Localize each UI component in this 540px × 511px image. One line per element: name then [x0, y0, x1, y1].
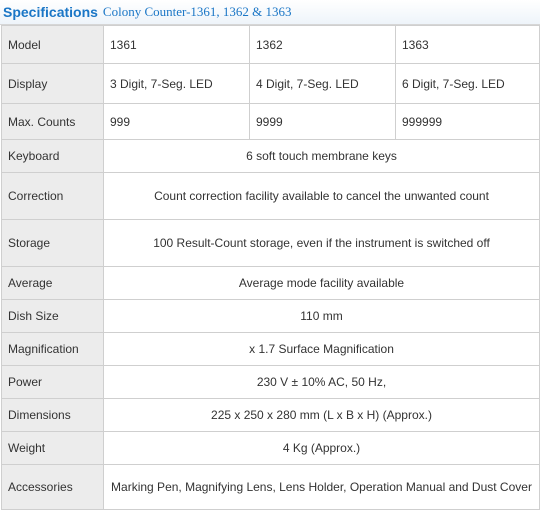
table-row-dish-size	[2, 300, 540, 333]
weight-value: 4 Kg (Approx.)	[104, 432, 540, 465]
row-label-correction: Correction	[2, 173, 104, 220]
max-counts-1363-cell: 999999	[396, 104, 540, 140]
keyboard-value: 6 soft touch membrane keys	[104, 140, 540, 173]
table-row-keyboard	[2, 140, 540, 173]
dimensions-value: 225 x 250 x 280 mm (L x B x H) (Approx.)	[104, 399, 540, 432]
max-counts-1362-cell: 9999	[250, 104, 396, 140]
row-label-average: Average	[2, 267, 104, 300]
table-row-storage	[2, 220, 540, 267]
row-label-accessories: Accessories	[2, 465, 104, 510]
model-1363-cell: 1363	[396, 26, 540, 64]
specifications-table	[1, 25, 540, 510]
magnification-value: x 1.7 Surface Magnification	[104, 333, 540, 366]
display-1362-cell: 4 Digit, 7-Seg. LED	[250, 64, 396, 104]
page-title: Specifications	[3, 4, 98, 20]
model-1362-cell: 1362	[250, 26, 396, 64]
row-label-weight: Weight	[2, 432, 104, 465]
display-1361-cell: 3 Digit, 7-Seg. LED	[104, 64, 250, 104]
dish-size-value: 110 mm	[104, 300, 540, 333]
row-label-storage: Storage	[2, 220, 104, 267]
row-label-dish-size: Dish Size	[2, 300, 104, 333]
table-row-accessories	[2, 465, 540, 510]
page-subtitle: Colony Counter-1361, 1362 & 1363	[102, 4, 292, 19]
table-row-correction	[2, 173, 540, 220]
row-label-keyboard: Keyboard	[2, 140, 104, 173]
accessories-value: Marking Pen, Magnifying Lens, Lens Holder, Operation Manual and Dust Cover	[104, 465, 540, 510]
table-row-average	[2, 267, 540, 300]
row-label-magnification: Magnification	[2, 333, 104, 366]
page-header	[0, 0, 540, 25]
table-row-model	[2, 26, 540, 64]
model-1361-cell: 1361	[104, 26, 250, 64]
row-label-max-counts: Max. Counts	[2, 104, 104, 140]
row-label-power: Power	[2, 366, 104, 399]
table-row-weight	[2, 432, 540, 465]
row-label-display: Display	[2, 64, 104, 104]
power-value: 230 V ± 10% AC, 50 Hz,	[104, 366, 540, 399]
max-counts-1361-cell: 999	[104, 104, 250, 140]
table-row-magnification	[2, 333, 540, 366]
table-row-power	[2, 366, 540, 399]
table-row-max-counts	[2, 104, 540, 140]
table-row-display	[2, 64, 540, 104]
correction-value: Count correction facility available to cancel the unwanted count	[104, 173, 540, 220]
average-value: Average mode facility available	[104, 267, 540, 300]
row-label-model: Model	[2, 26, 104, 64]
row-label-dimensions: Dimensions	[2, 399, 104, 432]
table-row-dimensions	[2, 399, 540, 432]
storage-value: 100 Result-Count storage, even if the instrument is switched off	[104, 220, 540, 267]
display-1363-cell: 6 Digit, 7-Seg. LED	[396, 64, 540, 104]
